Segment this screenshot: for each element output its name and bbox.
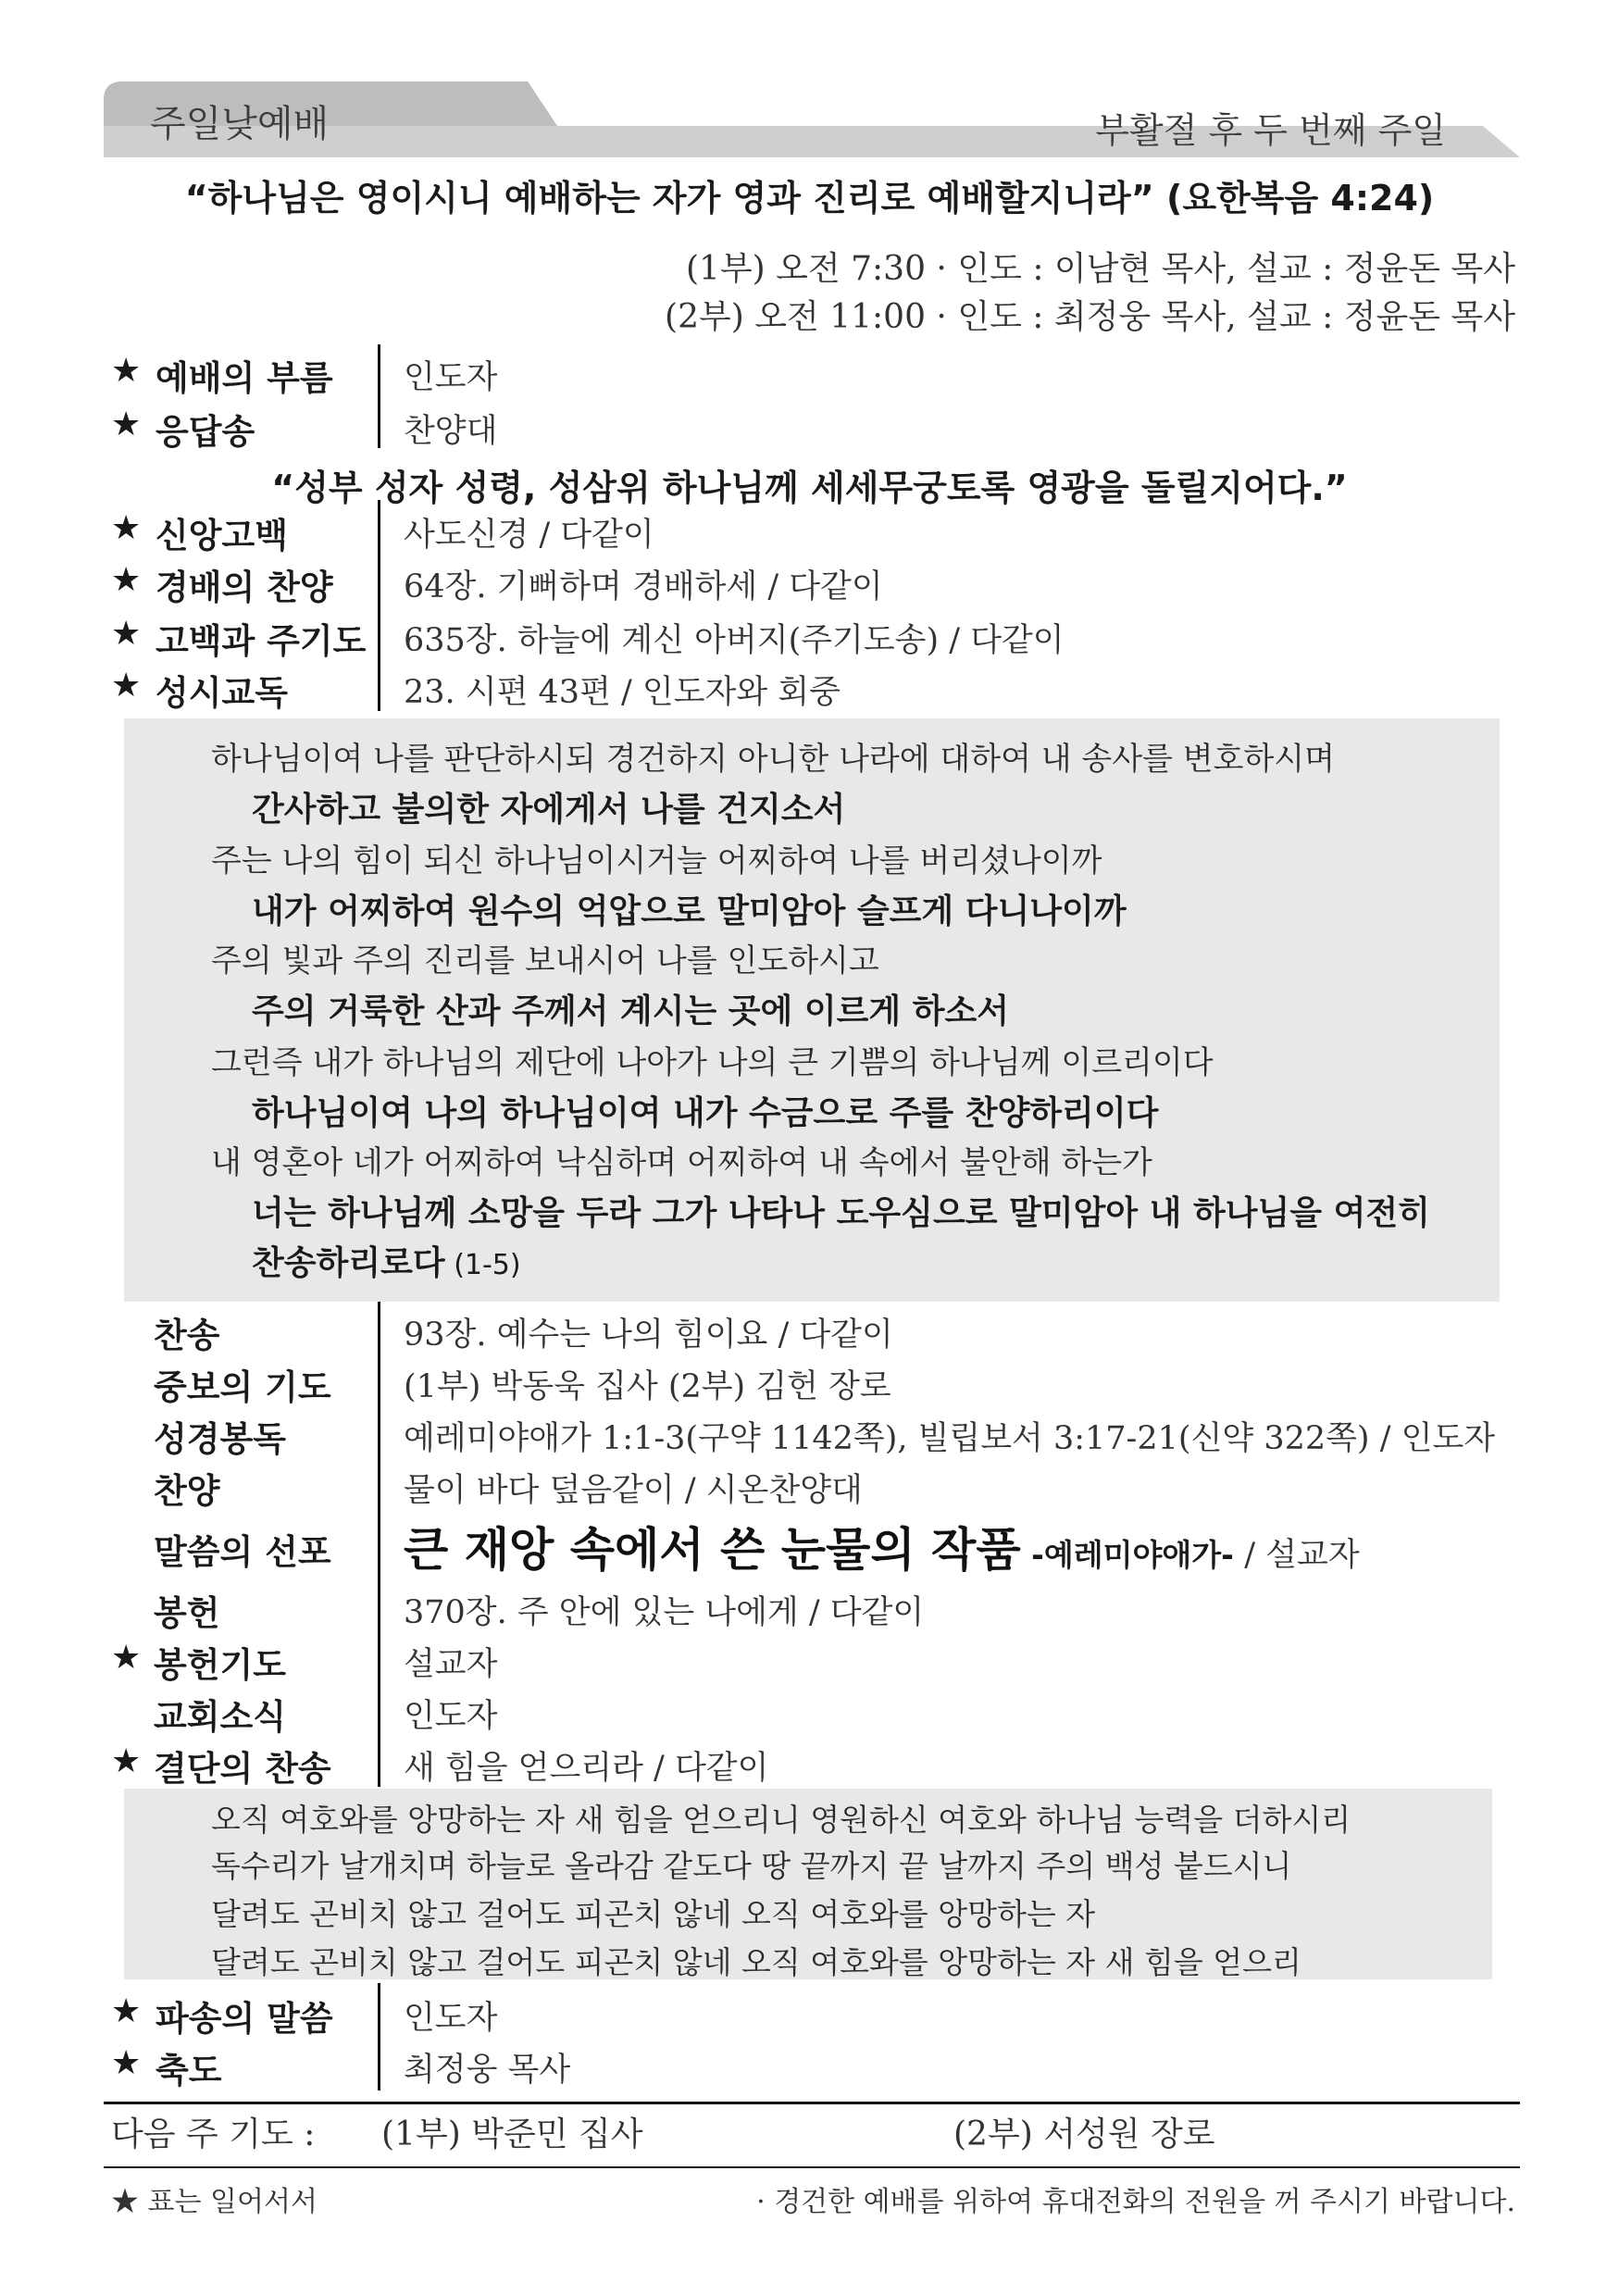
sermon-preacher: / 설교자 (1244, 1537, 1360, 1574)
lyrics-line: 달려도 곤비치 않고 걸어도 피곤치 않네 오직 여호와를 앙망하는 자 새 힘을 얻으리 (211, 1944, 1301, 1980)
stand-icon: ★ (111, 406, 142, 443)
order-label: 파송의 말씀 (156, 1999, 333, 2039)
service-name: 주일낮예배 (150, 103, 330, 145)
order-value: 93장. 예수는 나의 힘이요 / 다같이 (404, 1316, 893, 1354)
lyrics-line: 독수리가 날개치며 하늘로 올라감 같도다 땅 끝까지 끝 날까지 주의 백성 붙드시니 (211, 1848, 1292, 1884)
order-label: 고백과 주기도 (156, 621, 367, 661)
order-label: 축도 (156, 2051, 222, 2090)
service-time-1: (1부) 오전 7:30 · 인도 : 이남현 목사, 설교 : 정윤돈 목사 (685, 250, 1515, 288)
divider-rule (104, 2166, 1520, 2168)
reading-line-leader: 그런즉 내가 하나님의 제단에 나아가 나의 큰 기쁨의 하나님께 이르리이다 (211, 1044, 1214, 1081)
reading-line-leader: 주의 빛과 주의 진리를 보내시어 나를 인도하시고 (211, 942, 879, 980)
header-tab (104, 81, 1520, 157)
divider-rule (104, 2102, 1520, 2104)
reading-line-leader: 주는 나의 힘이 되신 하나님이시거늘 어찌하여 나를 버리셨나이까 (211, 842, 1102, 880)
order-label: 예배의 부름 (156, 358, 333, 398)
order-value: 설교자 (404, 1646, 498, 1683)
next-week-first: (1부) 박준민 집사 (381, 2115, 643, 2153)
reading-line-congregation: 하나님이여 나의 하나님이여 내가 수금으로 주를 찬양하리이다 (252, 1094, 1159, 1132)
order-value: 물이 바다 덮음같이 / 시온찬양대 (404, 1472, 863, 1509)
order-value: 새 힘을 얻으리라 / 다같이 (404, 1750, 769, 1787)
order-value: 인도자 (404, 2000, 498, 2037)
order-item (111, 398, 1527, 450)
order-item (111, 1683, 1527, 1735)
footer-note-right: · 경건한 예배를 위하여 휴대전화의 전원을 꺼 주시기 바랍니다. (756, 2186, 1515, 2218)
order-label: 찬양 (154, 1471, 220, 1511)
order-item (111, 659, 1527, 711)
stand-icon: ★ (111, 352, 142, 390)
order-value: 최정웅 목사 (404, 2052, 571, 2089)
order-item (111, 344, 1527, 396)
reading-line-congregation (252, 1237, 521, 1284)
order-label: 봉헌 (154, 1593, 220, 1633)
order-item (111, 1579, 1527, 1631)
order-item (111, 1631, 1527, 1683)
order-label: 경배의 찬양 (156, 568, 333, 607)
stand-icon: ★ (111, 1639, 142, 1677)
lyrics-line: 달려도 곤비치 않고 걸어도 피곤치 않네 오직 여호와를 앙망하는 자 (211, 1896, 1096, 1932)
order-item (111, 1985, 1527, 2037)
order-item (111, 1457, 1527, 1509)
order-item (111, 1302, 1527, 1354)
sermon-title: 큰 재앙 속에서 쓴 눈물의 작품 (404, 1523, 1021, 1577)
reading-line-congregation: 주의 거룩한 산과 주께서 계시는 곳에 이르게 하소서 (252, 992, 1010, 1030)
order-value: 635장. 하늘에 계신 아버지(주기도송) / 다같이 (404, 622, 1065, 659)
order-item (111, 502, 1527, 554)
order-value: 사도신경 / 다같이 (404, 517, 654, 554)
stand-icon: ★ (111, 1742, 142, 1780)
order-item (111, 1354, 1527, 1405)
theme-verse: “하나님은 영이시니 예배하는 자가 영과 진리로 예배할지니라” (요한복음 4:24) (184, 178, 1435, 218)
order-value: 예레미야애가 1:1-3(구약 1142쪽), 빌립보서 3:17-21(신약 322쪽) / 인도자 (404, 1420, 1496, 1457)
order-label: 중보의 기도 (154, 1367, 331, 1407)
order-value: (1부) 박동욱 집사 (2부) 김헌 장로 (404, 1368, 891, 1405)
stand-icon: ★ (111, 667, 142, 705)
sermon-label: 말씀의 선포 (154, 1532, 331, 1572)
order-label: 찬송 (154, 1316, 220, 1355)
reading-line-congregation: 간사하고 불의한 자에게서 나를 건지소서 (252, 791, 846, 829)
sermon-line (404, 1513, 1360, 1579)
order-value: 찬양대 (404, 413, 498, 450)
order-item (111, 1405, 1527, 1457)
reading-line-congregation: 너는 하나님께 소망을 두라 그가 나타나 도우심으로 말미암아 내 하나님을 여전히 (252, 1194, 1430, 1232)
order-item (111, 1735, 1527, 1787)
order-label: 응답송 (156, 412, 255, 452)
service-time-2: (2부) 오전 11:00 · 인도 : 최정웅 목사, 설교 : 정윤돈 목사 (665, 298, 1515, 336)
sermon-subtitle: -예레미야애가- (1020, 1537, 1245, 1573)
stand-icon: ★ (111, 615, 142, 653)
order-value: 370장. 주 안에 있는 나에게 / 다같이 (404, 1594, 925, 1631)
lyrics-line: 오직 여호와를 앙망하는 자 새 힘을 얻으리니 영원하신 여호와 하나님 능력을 더하시리 (211, 1802, 1351, 1838)
order-label: 성시교독 (156, 673, 288, 713)
next-week-second: (2부) 서성원 장로 (953, 2115, 1215, 2153)
reading-final: 찬송하리로다 (252, 1244, 445, 1282)
stand-icon: ★ (111, 1992, 142, 2030)
next-week-label: 다음 주 기도 : (111, 2115, 316, 2153)
stand-icon: ★ (111, 2044, 142, 2082)
footer-note-left: ★ 표는 일어서서 (111, 2186, 318, 2218)
reading-line-leader: 하나님이여 나를 판단하시되 경건하지 아니한 나라에 대하여 내 송사를 변호하시며 (211, 741, 1335, 778)
order-label: 결단의 찬송 (154, 1749, 331, 1789)
order-item (111, 607, 1527, 659)
sermon-row (111, 1513, 1527, 1578)
order-value: 인도자 (404, 1698, 498, 1735)
order-label: 교회소식 (154, 1697, 286, 1737)
stand-icon: ★ (111, 561, 142, 599)
order-value: 인도자 (404, 359, 498, 396)
stand-icon: ★ (111, 509, 142, 547)
order-label: 신앙고백 (156, 516, 288, 555)
week-name: 부활절 후 두 번째 주일 (1095, 110, 1446, 151)
order-label: 성경봉독 (154, 1419, 286, 1459)
doxology: “성부 성자 성령, 성삼위 하나님께 세세무궁토록 영광을 돌릴지어다.” (271, 468, 1348, 508)
reading-line-congregation: 내가 어찌하여 원수의 억압으로 말미암아 슬프게 다니나이까 (252, 892, 1127, 930)
order-value: 23. 시편 43편 / 인도자와 회중 (404, 674, 841, 711)
order-label: 봉헌기도 (154, 1645, 286, 1685)
reading-line-leader: 내 영혼아 네가 어찌하여 낙심하며 어찌하여 내 속에서 불안해 하는가 (211, 1144, 1152, 1181)
order-item (111, 554, 1527, 605)
order-value: 64장. 기뻐하며 경배하세 / 다같이 (404, 568, 883, 605)
order-item (111, 2037, 1527, 2089)
reading-reference: (1-5) (444, 1249, 521, 1281)
